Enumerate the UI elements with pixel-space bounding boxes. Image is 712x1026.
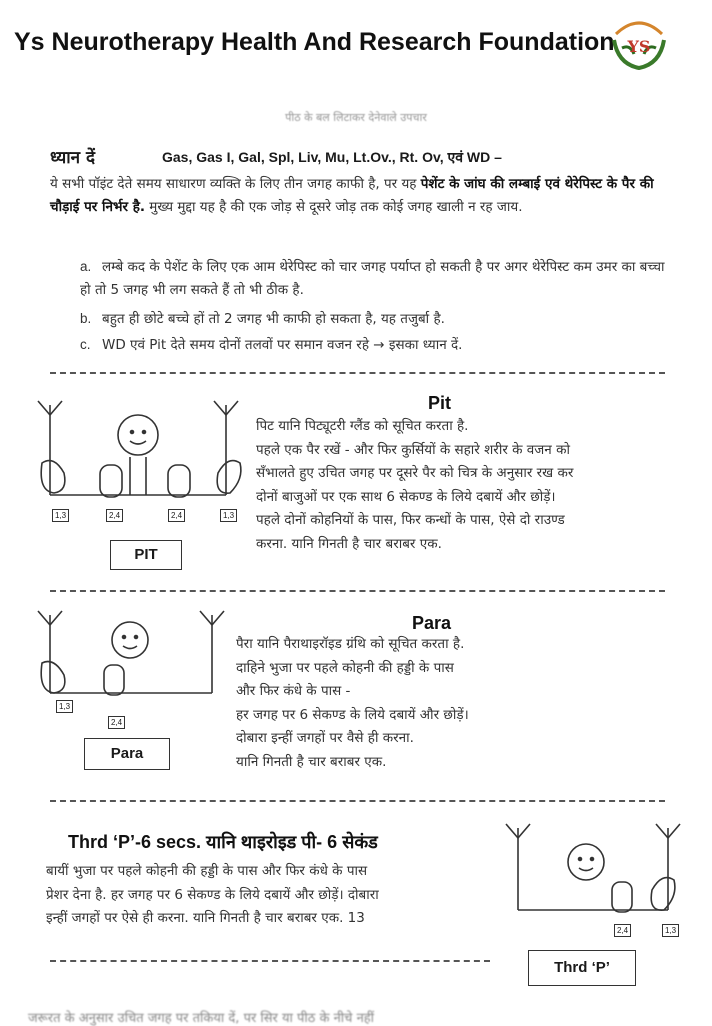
note-codes: Gas, Gas I, Gal, Spl, Liv, Mu, Lt.Ov., Rt. Ov, एवं WD – (162, 149, 502, 165)
text-line: दोनों बाजुओं पर एक साथ 6 सेकण्ड के लिये दबायें और छोड़ें। (256, 488, 556, 505)
position-tag: 1,3 (662, 924, 679, 937)
para-label-box: Para (84, 738, 170, 770)
note-item-c (80, 333, 670, 357)
para-title: Para (412, 613, 452, 633)
pit-title: Pit (428, 393, 452, 413)
text-line: पिट यानि पिट्यूटरी ग्लैंड को सूचित करता है. (256, 418, 469, 434)
para-text (236, 633, 676, 774)
text-line: सँभालते हुए उचित जगह पर दूसरे पैर को चित्र के अनुसार रख कर (256, 465, 574, 481)
note-item-b (80, 307, 670, 331)
third-p-figure (500, 818, 690, 928)
note-paragraph (50, 173, 675, 219)
text-line: यानि गिनती है चार बराबर एक. (236, 753, 387, 770)
divider (50, 960, 490, 962)
divider (50, 590, 665, 592)
note-item-text: WD एवं Pit देते समय दोनों तलवों पर समान वजन रहे → इसका ध्यान दें. (102, 337, 463, 353)
note-text-a: ये सभी पॉइंट देते समय साधारण व्यक्ति के लिए तीन जगह काफी है, पर यह (50, 176, 421, 192)
divider (50, 800, 665, 802)
text-line: पैरा यानि पैराथाइरॉइड ग्रंथि को सूचित करता है. (236, 636, 465, 652)
text-line: और फिर कंधे के पास - (236, 683, 351, 699)
text-line: इन्हीं जगहों पर ऐसे ही करना. यानि गिनती है चार बराबर एक. 13 (46, 910, 365, 926)
para-figure (30, 605, 230, 715)
text-line: दाहिने भुजा पर पहले कोहनी की हड्डी के पास (236, 659, 454, 676)
note-item-marker: b. (80, 311, 92, 326)
note-text-c: मुख्य मुद्दा यह है की एक जोड़ से दूसरे जोड़ तक कोई जगह खाली न रह जाय. (145, 199, 523, 215)
note-heading: ध्यान दें (50, 148, 96, 168)
footer-note: जरूरत के अनुसार उचित जगह पर तकिया दें, पर सिर या पीठ के नीचे नहीं (28, 1011, 375, 1026)
position-tag: 2,4 (168, 509, 185, 522)
text-line: हर जगह पर 6 सेकण्ड के लिये दबायें और छोड़ें। (236, 706, 469, 723)
pit-text (256, 415, 676, 556)
text-line: दोबारा इन्हीं जगहों पर वैसे ही करना. (236, 730, 414, 746)
subtitle: पीठ के बल लिटाकर देनेवाले उपचार (285, 111, 427, 124)
third-p-label-box: Thrd ‘P’ (528, 950, 636, 986)
note-text-bold: पेशेंट के जांघ की लम्बाई एवं थेरेपिस्ट के पैर की चौड़ाई पर निर्भर है. (50, 176, 654, 215)
note-item-marker: c. (80, 337, 91, 352)
third-p-title: Thrd ‘P’-6 secs. यानि थाइरोइड पी- 6 सेकंड (68, 832, 378, 852)
position-tag: 1,3 (52, 509, 69, 522)
divider (50, 372, 665, 374)
position-tag: 2,4 (614, 924, 631, 937)
text-line: प्रेशर देना है. हर जगह पर 6 सेकण्ड के लिये दबायें और छोड़ें। दोबारा (46, 886, 379, 903)
pit-figure (30, 395, 250, 510)
position-tag: 1,3 (220, 509, 237, 522)
text-line: पहले दोनों कोहनियों के पास, फिर कन्धों के पास, ऐसे दो राउण्ड (256, 512, 565, 528)
text-line: करना. यानि गिनती है चार बराबर एक. (256, 535, 442, 552)
note-item-text: बहुत ही छोटे बच्चे हों तो 2 जगह भी काफी हो सकता है, यह तजुर्बा है. (102, 311, 445, 327)
text-line: बायीं भुजा पर पहले कोहनी की हड्डी के पास और फिर कंधे के पास (46, 863, 368, 879)
position-tag: 2,4 (106, 509, 123, 522)
third-p-text (46, 860, 506, 931)
note-item-marker: a. (80, 259, 92, 274)
note-item-a (80, 255, 670, 302)
position-tag: 1,3 (56, 700, 73, 713)
text-line: पहले एक पैर रखें - और फिर कुर्सियों के सहारे शरीर के वजन को (256, 441, 570, 458)
pit-label-box: PIT (110, 540, 182, 570)
position-tag: 2,4 (108, 716, 125, 729)
page-title: Ys Neurotherapy Health And Research Foundation (14, 28, 615, 56)
note-item-text: लम्बे कद के पेशेंट के लिए एक आम थेरेपिस्ट को चार जगह पर्याप्त हो सकती है पर अगर थेरेपिस्ट कम उमर का बच्चा हो तो 5 जगह भी लग सकते हैं तो भी ठीक है. (80, 259, 665, 298)
foundation-logo (608, 14, 670, 72)
logo-text: YS (627, 37, 651, 56)
